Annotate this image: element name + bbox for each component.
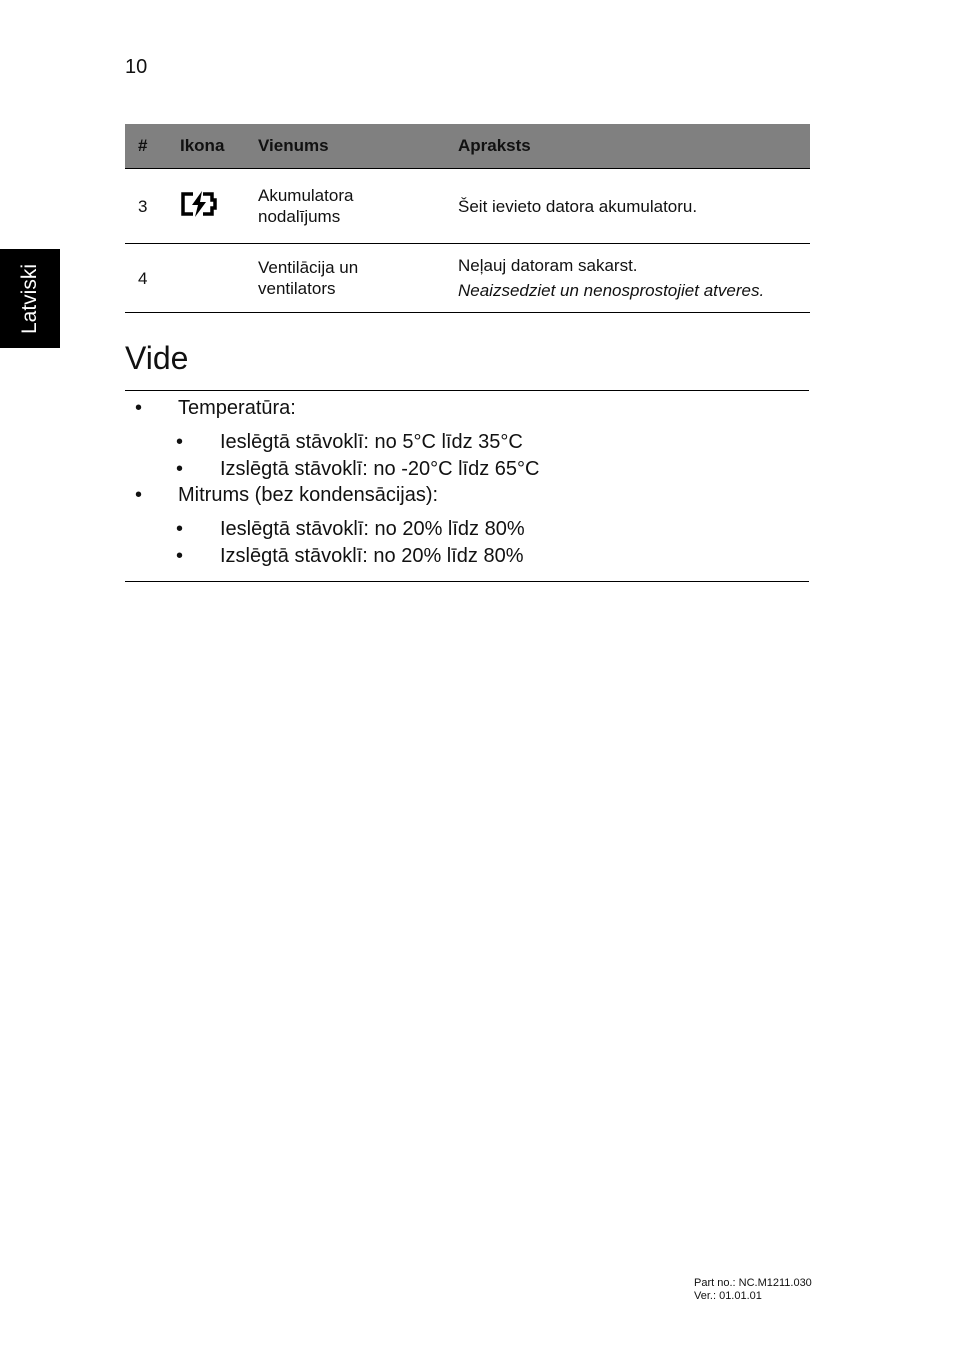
- header-icon: Ikona: [168, 124, 258, 169]
- version: Ver.: 01.01.01: [694, 1290, 762, 1302]
- row-icon-cell: [168, 244, 258, 313]
- list-subitem: • Ieslēgtā stāvoklī: no 20% līdz 80%: [176, 518, 525, 540]
- divider: [125, 581, 809, 582]
- list-item: • Mitrums (bez kondensācijas):: [135, 484, 439, 506]
- divider: [125, 390, 809, 391]
- header-number: #: [125, 124, 168, 169]
- row-item: Akumulatora nodalījums: [258, 169, 458, 244]
- table-row: [125, 244, 810, 313]
- row-description: Neļauj datoram sakarst. Neaizsedziet un nenosprostojiet atveres.: [458, 244, 810, 313]
- list-item: • Temperatūra:: [135, 397, 296, 419]
- page-number: 10: [125, 56, 148, 78]
- footer: [694, 1277, 812, 1303]
- table-row: [125, 169, 810, 244]
- section-title: Vide: [125, 340, 189, 376]
- language-label: Latviski: [18, 263, 41, 334]
- battery-charging-icon: [180, 191, 218, 217]
- header-item: Vienums: [258, 124, 458, 169]
- row-item: Ventilācija un ventilators: [258, 244, 458, 313]
- components-table: [125, 124, 810, 313]
- part-number: Part no.: NC.M1211.030: [694, 1277, 812, 1289]
- environment-list: [125, 396, 539, 570]
- list-subitem: • Ieslēgtā stāvoklī: no 5°C līdz 35°C: [176, 431, 523, 453]
- row-icon-cell: [168, 169, 258, 244]
- row-description: Šeit ievieto datora akumulatoru.: [458, 169, 810, 244]
- language-side-tab: [0, 249, 60, 348]
- table-header-row: [125, 124, 810, 169]
- row-number: 4: [125, 244, 168, 313]
- header-description: Apraksts: [458, 124, 810, 169]
- list-subitem: • Izslēgtā stāvoklī: no 20% līdz 80%: [176, 545, 524, 567]
- list-subitem: • Izslēgtā stāvoklī: no -20°C līdz 65°C: [176, 458, 540, 480]
- row-number: 3: [125, 169, 168, 244]
